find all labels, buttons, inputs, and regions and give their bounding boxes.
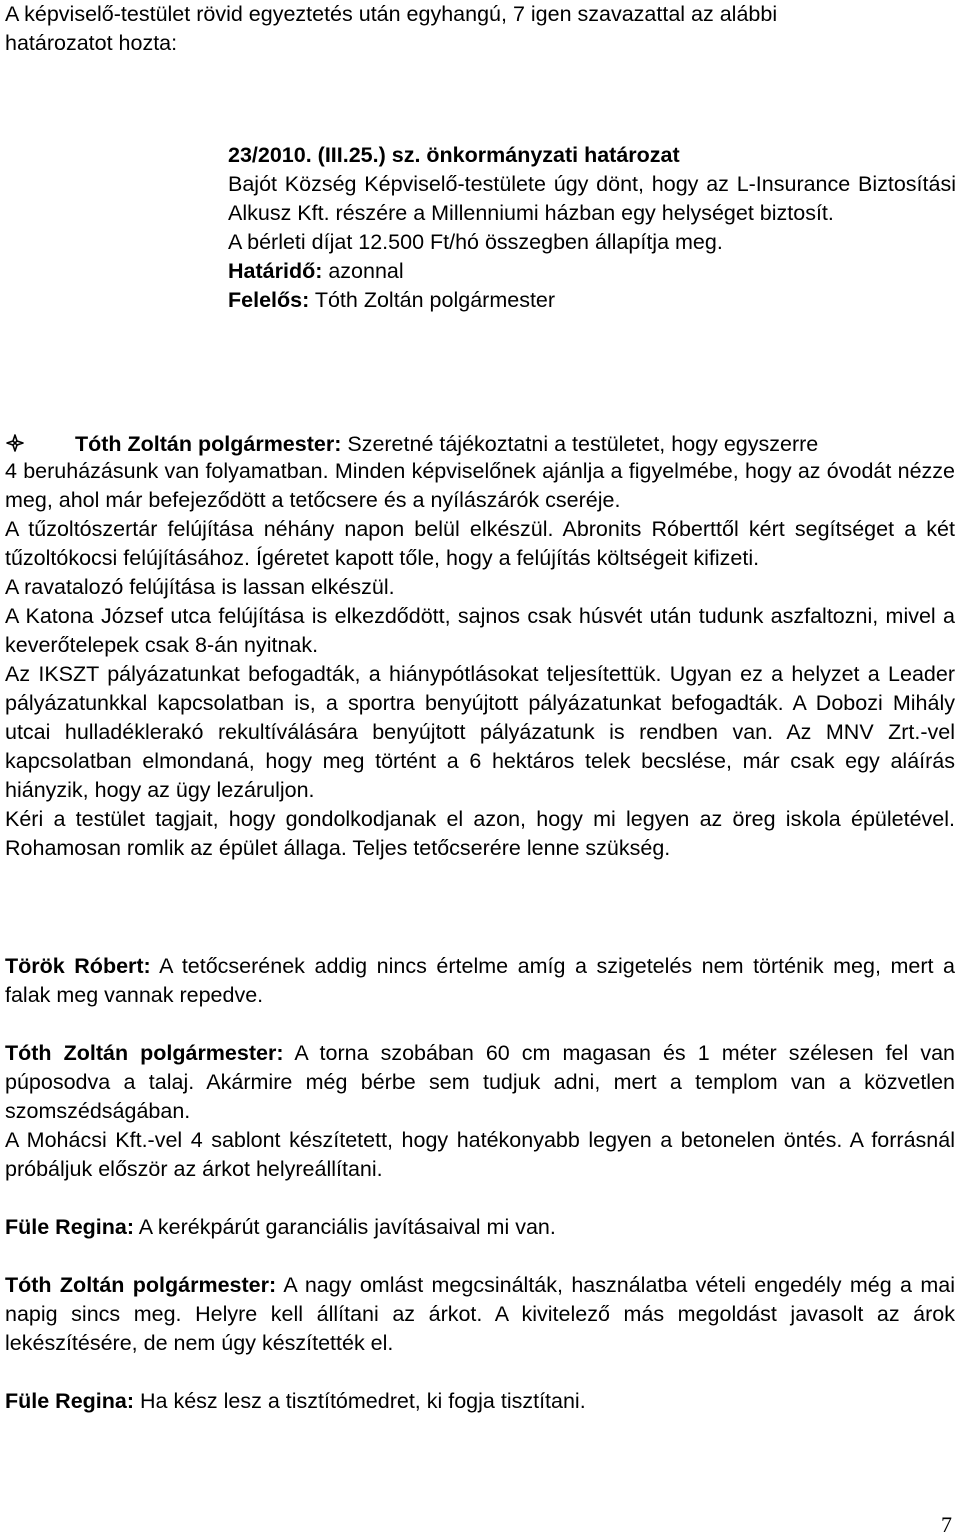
resolution-block [228,141,956,315]
speaker-name: Tóth Zoltán polgármester: [75,432,342,456]
report-paragraph-4: A Katona József utca felújítása is elkezdődött, sajnos csak húsvét után tudunk aszfaltozni, mivel a keverőtelepek csak 8-án nyitnak. [5,604,955,657]
mayor-report [5,431,955,863]
deadline-label: Határidő: [228,259,323,283]
resolution-responsible [228,286,956,315]
intro-line-2: határozatot hozta: [5,31,178,55]
speaker-name: Füle Regina: [5,1389,135,1413]
speaker-text: Szeretné tájékoztatni a testületet, hogy egyszerre [341,432,819,456]
intro-paragraph [5,0,955,58]
resolution-body: Bajót Község Képviselő-testülete úgy dönt, hogy az L-Insurance Biztosítási Alkusz Kft. részére a Millenniumi házban egy helységet biztosít. [228,172,956,225]
speaker-text: A nagy omlást megcsinálták, használatba vételi engedély még a mai napig sincs meg. Helyre kell állítani az árkot. A kivitelező más megoldást javasolt az árok lekészítésére, de nem úgy készítették el. [5,1273,955,1355]
toth-statement-2-paragraph-2: A Mohácsi Kft.-vel 4 sablont készítetett, hogy hatékonyabb legyen a betonelen öntés. A forrásnál próbáljuk először az árkot helyreállítani. [5,1128,955,1181]
torok-statement [5,952,955,1010]
resolution-title: 23/2010. (III.25.) sz. önkormányzati határozat [228,143,680,167]
bullet-first-line [5,431,955,457]
speaker-text: A torna szobában 60 cm magasan és 1 méter szélesen fel van púposodva a talaj. Akármire még bérbe sem tudjuk adni, mert a templom van a közvetlen szomszédságában. [5,1041,955,1123]
intro-line-1: A képviselő-testület rövid egyeztetés után egyhangú, 7 igen szavazattal az alábbi [5,2,778,26]
toth-statement-2 [5,1039,955,1184]
resolution-deadline [228,257,956,286]
diamond-bullet-icon [5,431,25,451]
speaker-text: Ha kész lesz a tisztítómedret, ki fogja tisztítani. [134,1389,586,1413]
speaker-text: A tetőcserének addig nincs értelme amíg a szigetelés nem történik meg, mert a falak meg vannak repedve. [5,954,956,1007]
deadline-value: azonnal [322,259,404,283]
toth-statement-3 [5,1271,955,1358]
speaker-name: Tóth Zoltán polgármester: [5,1041,284,1065]
page-number: 7 [941,1512,952,1537]
speaker-name: Török Róbert: [5,954,151,978]
report-paragraph-2: A tűzoltószertár felújítása néhány napon belül elkészül. Abronits Róberttől kért segítséget a két tűzoltókocsi felújításához. Ígéretet kapott tőle, hogy a felújítás költségeit kifizeti. [5,517,955,570]
report-paragraph-5: Az IKSZT pályázatunkat befogadták, a hiánypótlásokat teljesítettük. Ugyan ez a helyzet a Leader pályázatunkkal kapcsolatban is, a sportra benyújtott pályázatunkat befogadták. A Dobozi Mihály utcai hulladéklerakó rekultíválására benyújtott pályázatunk is rendben van. Az MNV Zrt.-vel kapcsolatban elmondaná, hogy meg történt a 6 hektáros telek becslése, már csak egy aláírás hiányzik, hogy az ügy lezáruljon. [5,662,955,802]
report-paragraph-3: A ravatalozó felújítása is lassan elkészül. [5,575,395,599]
speaker-name: Füle Regina: [5,1215,135,1239]
fule-question-1 [5,1213,955,1242]
report-paragraph-1: 4 beruházásunk van folyamatban. Minden képviselőnek ajánlja a figyelmébe, hogy az óvodát nézze meg, ahol már befejeződött a tetőcsere és a nyílászárók cseréje. [5,459,955,512]
fule-question-2 [5,1387,955,1416]
speaker-text: A kerékpárút garanciális javításaival mi van. [134,1215,556,1239]
speaker-name: Tóth Zoltán polgármester: [5,1273,277,1297]
report-paragraph-6: Kéri a testület tagjait, hogy gondolkodjanak el azon, hogy mi legyen az öreg iskola épületével. Rohamosan romlik az épület állaga. Teljes tetőcserére lenne szükség. [5,807,955,860]
resolution-rent: A bérleti díjat 12.500 Ft/hó összegben állapítja meg. [228,230,723,254]
responsible-label: Felelős: [228,288,310,312]
responsible-value: Tóth Zoltán polgármester [309,288,556,312]
